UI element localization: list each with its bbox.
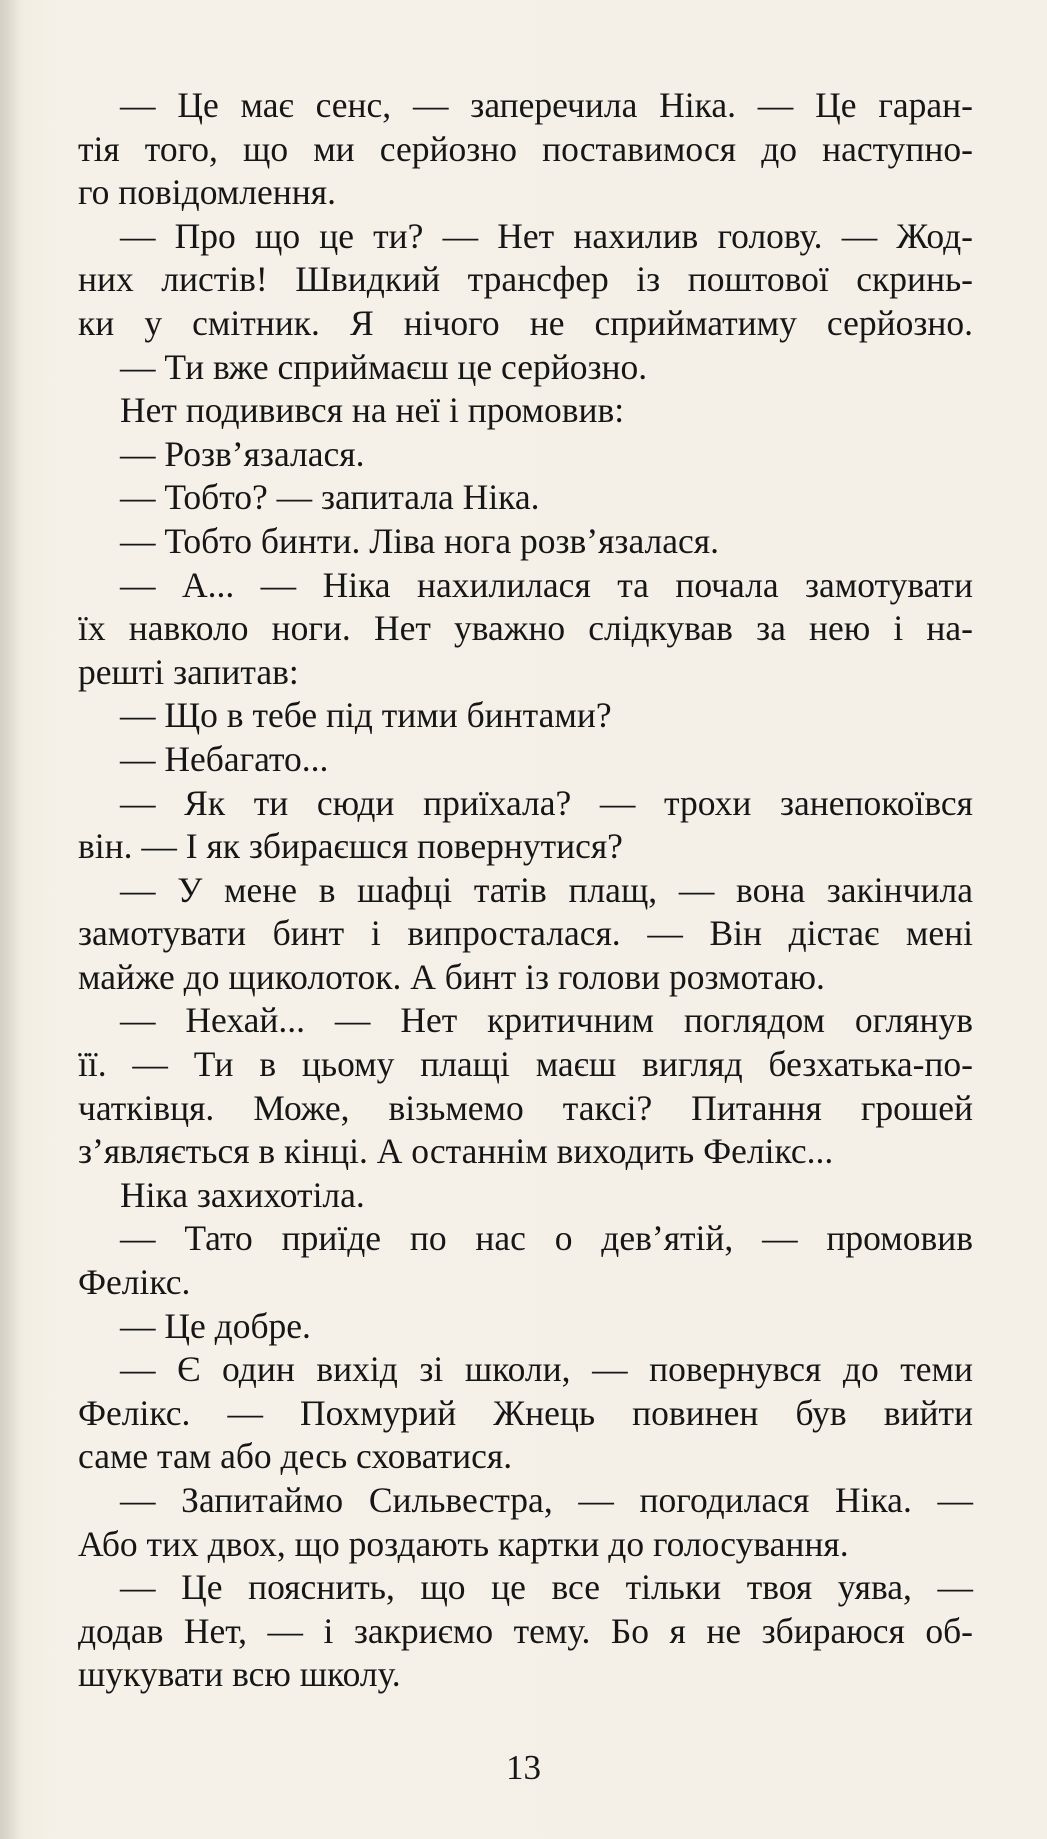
text-line: — Про що це ти? — Нет нахилив голову. — Жод-	[120, 215, 973, 256]
text-line: її. — Ти в цьому плащі маєш вигляд безхатька-по-	[78, 1044, 973, 1085]
text-line: Або тих двох, що роздають картки до голосування.	[78, 1523, 849, 1564]
text-line: решті запитав:	[78, 651, 299, 692]
text-line: — Це пояснить, що це все тільки твоя уява, —	[120, 1567, 973, 1608]
spine-shadow	[0, 0, 20, 1839]
text-line: тія того, що ми серйозно поставимося до наступно-	[78, 128, 973, 169]
text-line: них листів! Швидкий трансфер із поштової скринь-	[78, 259, 973, 300]
text-line: Фелікс.	[78, 1262, 191, 1303]
text-line: Нет подивився на неї і промовив:	[120, 390, 625, 431]
text-line: їх навколо ноги. Нет уважно слідкував за нею і на-	[78, 608, 973, 649]
text-line: ки у смітник. Я нічого не сприйматиму серйозно.	[78, 302, 973, 343]
text-line: — Тобто бинти. Ліва нога розв’язалася.	[120, 520, 719, 561]
text-line: він. — І як збираєшся повернутися?	[78, 826, 623, 867]
text-line: — Тобто? — запитала Ніка.	[120, 477, 540, 518]
body-text	[78, 84, 973, 1697]
page-number: 13	[506, 1748, 541, 1787]
text-line: додав Нет, — і закриємо тему. Бо я не збираюся об-	[78, 1610, 973, 1651]
text-line: го повідомлення.	[78, 172, 336, 213]
text-line: з’являється в кінці. А останнім виходить Фелікс...	[78, 1131, 834, 1172]
text-line: — Розв’язалася.	[120, 433, 365, 474]
text-line: саме там або десь сховатися.	[78, 1436, 513, 1477]
text-line: замотувати бинт і випросталася. — Він дістає мені	[78, 913, 973, 954]
text-line: — Тато приїде по нас о дев’ятій, — промовив	[120, 1218, 973, 1259]
text-line: — Як ти сюди приїхала? — трохи занепокоївся	[120, 782, 973, 823]
text-line: — Запитаймо Сильвестра, — погодилася Ніка. —	[120, 1480, 973, 1520]
text-line: — Це добре.	[120, 1305, 311, 1346]
text-line: — Є один вихід зі школи, — повернувся до теми	[120, 1349, 973, 1390]
text-line: — Небагато...	[120, 738, 329, 779]
text-line: чатківця. Може, візьмемо таксі? Питання грошей	[78, 1087, 973, 1128]
text-line: — А... — Ніка нахилилася та почала замотувати	[120, 564, 973, 605]
text-line: — Що в тебе під тими бинтами?	[120, 695, 612, 736]
text-line: шукувати всю школу.	[78, 1654, 401, 1695]
text-line: — У мене в шафці татів плащ, — вона закінчила	[120, 869, 973, 910]
text-line: Ніка захихотіла.	[120, 1174, 365, 1215]
text-line: — Нехай... — Нет критичним поглядом оглянув	[120, 1000, 973, 1041]
text-line: — Ти вже сприймаєш це серйозно.	[120, 346, 648, 387]
text-line: Фелікс. — Похмурий Жнець повинен був вийти	[78, 1392, 973, 1433]
text-line: — Це має сенс, — заперечила Ніка. — Це гаран-	[120, 85, 973, 125]
text-line: майже до щиколоток. А бинт із голови розмотаю.	[78, 956, 825, 997]
